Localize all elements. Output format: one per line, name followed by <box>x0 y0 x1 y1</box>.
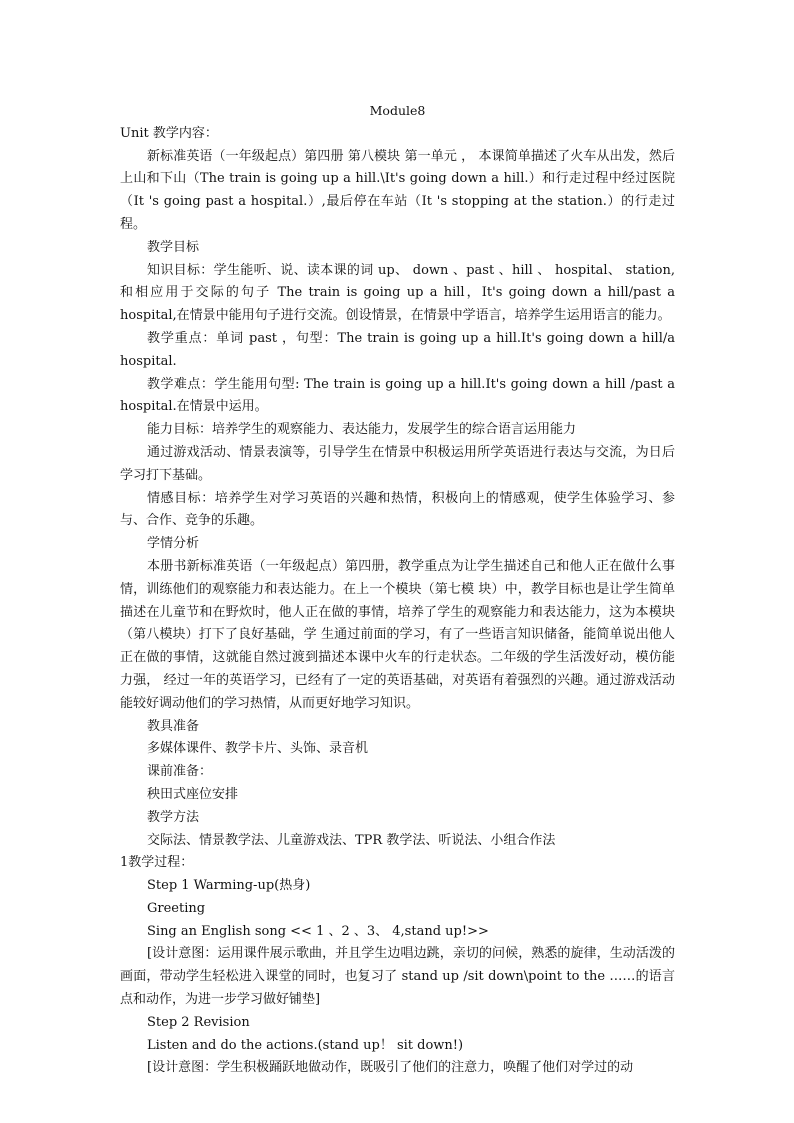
step-greeting: Greeting <box>147 900 206 916</box>
heading-preparation: 课前准备： <box>147 764 213 780</box>
process-line: 1教学过程： <box>120 855 194 871</box>
paragraph-emotion-goal: 情感目标：培养学生对学习英语的兴趣和热情，积极向上的情感观，使学生体验学习、参与、合作、竞争的乐趣。 <box>120 490 675 529</box>
heading-objectives: 教学目标 <box>147 239 200 255</box>
paragraph-materials: 多媒体课件、教学卡片、头饰、录音机 <box>147 741 369 757</box>
step-revision: Step 2 Revision <box>147 1014 250 1030</box>
paragraph-activities: 通过游戏活动、情景表演等，引导学生在情景中积极运用所学英语进行表达与交流，为日后学习打下基础。 <box>120 444 675 483</box>
paragraph-intro: 新标准英语（一年级起点）第四册 第八模块 第一单元 ， 本课简单描述了火车从出发，然后上山和下山（The train is going up a hill.\It's going down a hill.）和行走过程中经过医院（It 's going past a hospital.）,最后停在车站（It 's stopping at the station.）的行走过程。 <box>120 148 675 232</box>
heading-analysis: 学情分析 <box>147 536 200 552</box>
paragraph-methods: 交际法、情景教学法、儿童游戏法、TPR 教学法、听说法、小组合作法 <box>147 832 556 848</box>
step-song: Sing an English song << 1 、2 、3、 4,stand up!>> <box>147 923 489 939</box>
paragraph-knowledge-goal: 知识目标：学生能听、说、读本课的词 up、 down 、past 、hill 、 hospital、 station,和相应用于交际的句子 The train is going up a hill，It's going down a hill/past a hospital,在情景中能用句子进行交流。创设情景，在情景中学语言，培养学生运用语言的能力。 <box>120 262 675 324</box>
document-title: Module8 <box>369 103 426 118</box>
design-intent-2: [设计意图：学生积极踊跃地做动作，既吸引了他们的注意力，唤醒了他们对学过的动 <box>147 1060 634 1076</box>
paragraph-difficulty: 教学难点：学生能用句型: The train is going up a hill.It's going down a hill /past a hospital.在情景中运用。 <box>120 376 675 415</box>
heading-methods: 教学方法 <box>147 809 200 825</box>
unit-line: Unit 教学内容： <box>120 125 218 141</box>
paragraph-key-point: 教学重点：单词 past ，句型：The train is going up a hill.It's going down a hill/a hospital. <box>120 330 675 369</box>
step-listen-do: Listen and do the actions.(stand up！ sit down!) <box>147 1037 464 1053</box>
paragraph-seating: 秧田式座位安排 <box>147 786 239 802</box>
paragraph-ability-goal: 能力目标：培养学生的观察能力、表达能力，发展学生的综合语言运用能力 <box>147 422 577 438</box>
heading-materials: 教具准备 <box>147 718 200 734</box>
design-intent-1: [设计意图：运用课件展示歌曲，并且学生边唱边跳，亲切的问候，熟悉的旋律，生动活泼的画面，带动学生轻松进入课堂的同时，也复习了 stand up /sit down\point to the ……的语言点和动作，为进一步学习做好铺垫] <box>120 946 675 1008</box>
paragraph-analysis: 本册书新标准英语（一年级起点）第四册，教学重点为让学生描述自己和他人正在做什么事情，训练他们的观察能力和表达能力。在上一个模块（第七模 块）中，教学目标也是让学生简单描述在儿童节和在野炊时，他人正在做的事情，培养了学生的观察能力和表达能力，这为本模块（第八模块）打下了良好基础，学 生通过前面的学习，有了一些语言知识储备，能简单说出他人正在做的事情，这就能自然过渡到描述本课中火车的行走状态。二年级的学生活泼好动，模仿能力强， 经过一年的英语学习，已经有了一定的英语基础，对英语有着强烈的兴趣。通过游戏活动能较好调动他们的学习热情，从而更好地学习知识。 <box>120 558 675 711</box>
step-warming-up: Step 1 Warming-up(热身) <box>147 878 311 894</box>
document-page <box>120 100 675 1080</box>
